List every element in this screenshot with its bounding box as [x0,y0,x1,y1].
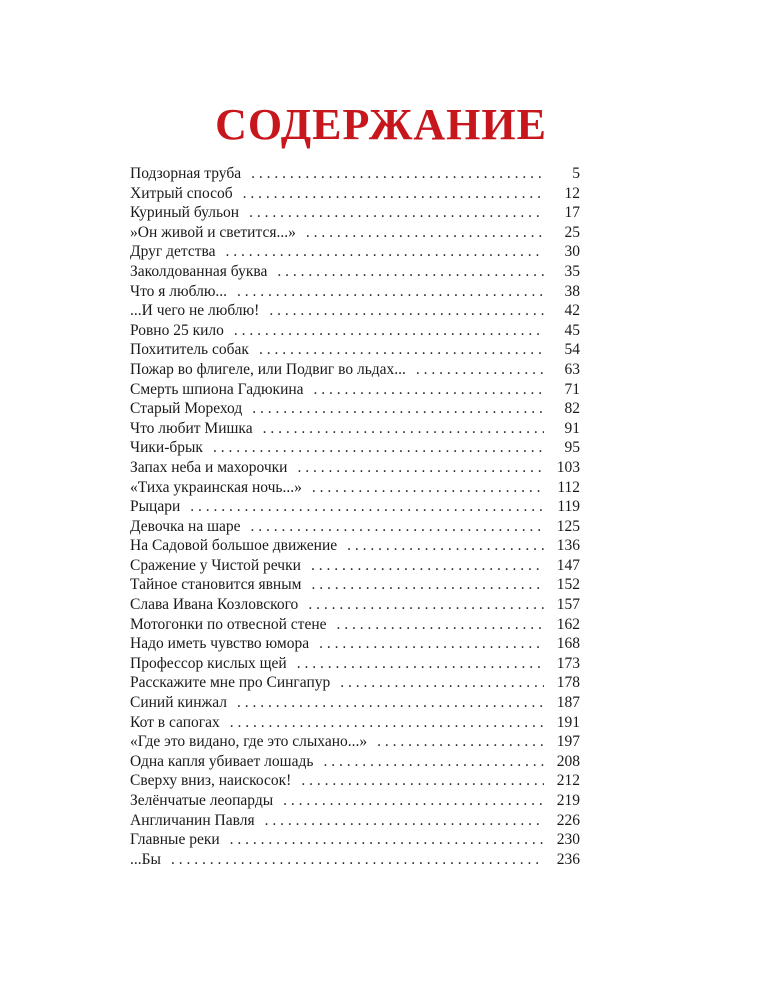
toc-entry-title: Что я люблю... [130,282,228,300]
toc-entry-page-number: 219 [556,792,580,809]
dot-leader [323,752,544,772]
toc-entry[interactable] [130,771,580,791]
toc-entry-page-number: 103 [556,458,580,476]
dot-leader [347,536,544,556]
dot-leader [230,713,544,733]
toc-entry-title: Сверху вниз, наискосок! [130,772,292,790]
toc-entry[interactable] [130,811,580,831]
toc-entry-page-number: 95 [564,439,580,457]
dot-leader [237,282,544,302]
toc-entry[interactable] [130,615,580,635]
toc-entry-title: Ровно 25 кило [130,321,224,339]
toc-entry-title: Похититель собак [130,341,249,359]
toc-entry-page-number: 187 [556,694,580,712]
toc-entry-page-number: 38 [564,282,580,300]
toc-entry[interactable] [130,850,580,870]
dot-leader [319,634,544,654]
table-of-contents [130,164,580,869]
toc-entry[interactable] [130,654,580,674]
toc-entry-title: Пожар во флигеле, или Подвиг во льдах... [130,360,406,378]
toc-entry-page-number: 42 [564,302,580,320]
toc-entry[interactable] [130,419,580,439]
toc-entry[interactable] [130,164,580,184]
dot-leader [251,517,544,537]
toc-entry[interactable] [130,301,580,321]
toc-entry-title: Запах неба и махорочки [130,458,288,476]
toc-entry-title: ...И чего не люблю! [130,302,260,320]
toc-entry-title: »Он живой и светится...» [130,223,296,241]
toc-entry-title: Рыцари [130,498,181,516]
dot-leader [297,458,544,478]
dot-leader [377,732,544,752]
toc-entry-page-number: 63 [564,360,580,378]
toc-entry[interactable] [130,595,580,615]
toc-entry-page-number: 5 [572,165,580,182]
toc-entry[interactable] [130,752,580,772]
toc-entry-page-number: 168 [556,635,580,653]
toc-entry-title: Главные реки [130,831,220,849]
toc-entry-page-number: 152 [556,576,580,594]
toc-entry[interactable] [130,713,580,733]
dot-leader [243,184,544,204]
toc-entry[interactable] [130,497,580,517]
toc-entry-title: Слава Ивана Козловского [130,596,299,614]
toc-entry-title: Заколдованная буква [130,262,268,280]
toc-entry[interactable] [130,321,580,341]
toc-entry[interactable] [130,830,580,850]
toc-entry-page-number: 226 [556,811,580,829]
toc-entry-title: Надо иметь чувство юмора [130,635,310,653]
toc-entry[interactable] [130,340,580,360]
toc-entry-title: Смерть шпиона Гадюкина [130,380,304,398]
dot-leader [277,262,544,282]
toc-entry-title: Зелёнчатые леопарды [130,792,274,809]
toc-entry-page-number: 119 [557,498,580,516]
toc-entry-page-number: 230 [556,831,580,849]
toc-entry-page-number: 178 [556,674,580,692]
toc-entry[interactable] [130,556,580,576]
dot-leader [306,223,544,243]
dot-leader [269,301,544,321]
toc-entry-page-number: 162 [556,615,580,633]
toc-entry-title: Друг детства [130,243,216,261]
toc-entry-page-number: 54 [564,341,580,359]
toc-entry-page-number: 191 [556,713,580,731]
page-title: СОДЕРЖАНИЕ [215,100,547,149]
dot-leader [252,399,544,419]
toc-entry-title: Хитрый способ [130,184,233,202]
toc-entry-page-number: 157 [556,596,580,614]
toc-entry-page-number: 236 [556,850,580,868]
toc-entry-page-number: 208 [556,752,580,770]
toc-entry-title: Старый Мореход [130,400,243,418]
dot-leader [308,595,544,615]
toc-entry[interactable] [130,458,580,478]
toc-entry-page-number: 30 [564,243,580,261]
dot-leader [311,556,544,576]
toc-entry-page-number: 197 [556,733,580,751]
toc-entry[interactable] [130,242,580,262]
toc-entry-title: Что любит Мишка [130,419,253,437]
toc-entry-title: «Тиха украинская ночь...» [130,478,302,496]
toc-entry-title: На Садовой большое движение [130,537,338,555]
toc-entry[interactable] [130,360,580,380]
toc-entry-page-number: 91 [564,419,580,437]
toc-entry-page-number: 12 [564,184,580,202]
dot-leader [263,419,544,439]
toc-entry[interactable] [130,203,580,223]
toc-entry-title: Подзорная труба [130,165,242,182]
toc-entry[interactable] [130,693,580,713]
toc-entry[interactable] [130,478,580,498]
toc-entry-page-number: 35 [564,262,580,280]
toc-entry-page-number: 71 [564,380,580,398]
dot-leader [237,693,544,713]
toc-entry-page-number: 136 [556,537,580,555]
toc-entry[interactable] [130,223,580,243]
dot-leader [190,497,544,517]
toc-entry[interactable] [130,673,580,693]
toc-entry-page-number: 17 [564,204,580,222]
toc-entry-title: Кот в сапогах [130,713,220,731]
dot-leader [251,164,544,184]
dot-leader [265,811,544,831]
toc-entry[interactable] [130,262,580,282]
toc-entry[interactable] [130,438,580,458]
dot-leader [301,771,544,791]
toc-entry[interactable] [130,732,580,752]
toc-entry-title: Англичанин Павля [130,811,255,829]
dot-leader [234,321,544,341]
toc-entry[interactable] [130,282,580,302]
dot-leader [337,615,544,635]
toc-entry[interactable] [130,184,580,204]
toc-entry[interactable] [130,536,580,556]
toc-entry-page-number: 173 [556,654,580,672]
toc-entry[interactable] [130,380,580,400]
toc-entry[interactable] [130,634,580,654]
toc-entry[interactable] [130,399,580,419]
dot-leader [213,438,544,458]
toc-entry-page-number: 112 [557,478,580,496]
toc-entry-page-number: 45 [564,321,580,339]
dot-leader [312,478,544,498]
toc-entry-page-number: 25 [564,223,580,241]
dot-leader [314,380,544,400]
toc-entry-title: Профессор кислых щей [130,654,287,672]
toc-entry-title: Тайное становится явным [130,576,302,594]
dot-leader [416,360,544,380]
dot-leader [230,830,544,850]
toc-entry-page-number: 147 [556,556,580,574]
dot-leader [171,850,544,870]
toc-entry-page-number: 125 [556,517,580,535]
dot-leader [225,242,544,262]
toc-entry-title: Одна капля убивает лошадь [130,752,314,770]
toc-entry-title: Сражение у Чистой речки [130,556,301,574]
dot-leader [283,791,544,811]
toc-entry[interactable] [130,517,580,537]
toc-entry-title: Чики-брык [130,439,203,457]
toc-entry-page-number: 82 [564,400,580,418]
toc-entry-title: Расскажите мне про Сингапур [130,674,331,692]
toc-entry-title: Синий кинжал [130,694,227,712]
toc-entry-title: Куриный бульон [130,204,240,222]
toc-entry-title: Мотогонки по отвесной стене [130,615,327,633]
toc-entry-title: Девочка на шаре [130,517,241,535]
toc-entry-title: «Где это видано, где это слыхано...» [130,733,368,751]
dot-leader [249,203,544,223]
toc-entry-title: ...Бы [130,850,161,868]
toc-entry-page-number: 212 [556,772,580,790]
dot-leader [297,654,544,674]
dot-leader [311,575,544,595]
toc-entry[interactable] [130,791,580,811]
dot-leader [259,340,544,360]
toc-entry[interactable] [130,575,580,595]
dot-leader [340,673,544,693]
